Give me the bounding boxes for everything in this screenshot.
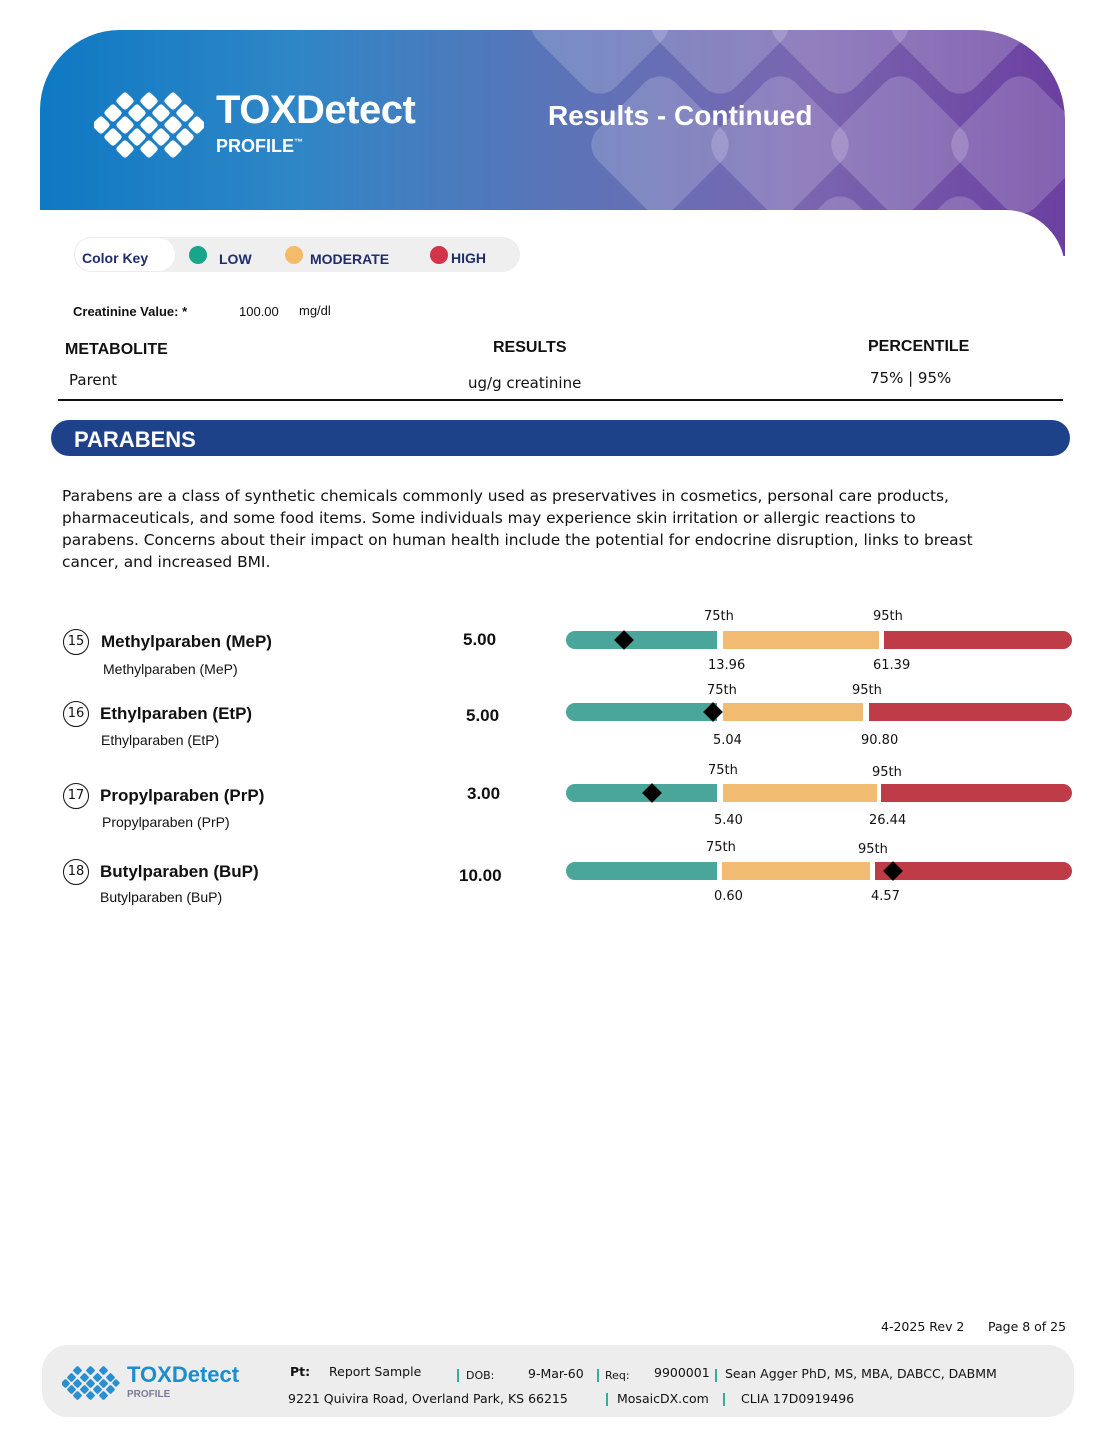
page-number: Page 8 of 25 xyxy=(988,1319,1067,1334)
website-link[interactable]: MosaicDX.com xyxy=(617,1391,709,1406)
req-label: Req: xyxy=(605,1369,630,1382)
p95-label: 95th xyxy=(873,609,903,624)
high-segment xyxy=(884,631,1072,649)
parent-name: Propylparaben (PrP) xyxy=(102,814,230,830)
percentile-bar xyxy=(566,631,1072,649)
creatinine-unit: mg/dl xyxy=(299,303,331,318)
low-label: LOW xyxy=(219,251,252,267)
patient-name: Report Sample xyxy=(329,1364,422,1379)
metabolite-name: Propylparaben (PrP) xyxy=(100,786,265,805)
parent-name: Ethylparaben (EtP) xyxy=(101,732,220,748)
lab-address: 9221 Quivira Road, Overland Park, KS 66215 xyxy=(288,1391,568,1406)
dob-value: 9-Mar-60 xyxy=(528,1366,584,1381)
p95-label: 95th xyxy=(858,842,888,857)
moderate-segment xyxy=(723,631,879,649)
p95-value: 61.39 xyxy=(873,658,911,673)
clia-number: CLIA 17D0919496 xyxy=(741,1391,855,1406)
row-number: 18 xyxy=(63,859,89,885)
p75-value: 0.60 xyxy=(714,889,743,904)
toxdetect-logo-icon xyxy=(94,92,204,158)
brand-title: TOXDetect xyxy=(216,88,416,132)
req-value: 9900001 xyxy=(654,1365,710,1380)
low-segment xyxy=(566,631,717,649)
result-value: 3.00 xyxy=(467,784,501,803)
p75-label: 75th xyxy=(707,683,737,698)
percentile-bar xyxy=(566,784,1072,802)
metabolite-name: Methylparaben (MeP) xyxy=(101,632,272,651)
p95-label: 95th xyxy=(872,765,902,780)
row-number: 16 xyxy=(63,701,89,727)
moderate-segment xyxy=(723,703,863,721)
low-segment xyxy=(566,703,717,721)
section-bar xyxy=(51,420,1070,456)
metabolite-column-subheader: Parent xyxy=(69,371,118,389)
high-segment xyxy=(875,862,1072,880)
toxdetect-footer-logo-icon xyxy=(62,1366,120,1400)
footer-divider xyxy=(606,1393,608,1406)
moderate-segment xyxy=(722,862,870,880)
p95-value: 90.80 xyxy=(861,733,899,748)
section-title: PARABENS xyxy=(74,427,196,452)
moderate-segment xyxy=(723,784,877,802)
p95-value: 26.44 xyxy=(869,813,907,828)
p75-label: 75th xyxy=(708,763,738,778)
high-label: HIGH xyxy=(451,250,486,266)
p75-label: 75th xyxy=(706,840,736,855)
high-segment xyxy=(881,784,1072,802)
metabolite-name: Butylparaben (BuP) xyxy=(100,862,259,881)
p75-value: 5.04 xyxy=(713,733,742,748)
lab-director: Sean Agger PhD, MS, MBA, DABCC, DABMM xyxy=(725,1366,997,1381)
moderate-color-dot xyxy=(285,246,303,264)
result-value: 10.00 xyxy=(459,866,502,885)
footer-brand-subtitle: PROFILE xyxy=(127,1389,171,1400)
footer-divider xyxy=(457,1369,459,1382)
percentile-bar xyxy=(566,703,1072,721)
dob-label: DOB: xyxy=(466,1369,495,1382)
percentile-bar xyxy=(566,862,1072,880)
footer-divider xyxy=(597,1369,599,1382)
p95-value: 4.57 xyxy=(871,889,900,904)
footer-brand: TOXDetect xyxy=(127,1362,240,1387)
page-title: Results - Continued xyxy=(548,100,813,131)
high-color-dot xyxy=(430,246,448,264)
footer-divider xyxy=(715,1369,717,1382)
percentile-column-subheader: 75% | 95% xyxy=(870,369,952,387)
result-value: 5.00 xyxy=(463,630,497,649)
footer-divider xyxy=(723,1393,725,1406)
parent-name: Methylparaben (MeP) xyxy=(103,661,238,677)
color-key-label: Color Key xyxy=(74,237,176,272)
results-column-subheader: ug/g creatinine xyxy=(468,374,582,392)
low-color-dot xyxy=(189,246,207,264)
revision-label: 4-2025 Rev 2 xyxy=(881,1319,965,1334)
result-value: 5.00 xyxy=(466,706,500,725)
row-number: 17 xyxy=(63,783,89,809)
moderate-label: MODERATE xyxy=(310,251,390,267)
row-number: 15 xyxy=(63,629,89,655)
section-description: Parabens are a class of synthetic chemicals commonly used as preservatives in cosmetics, personal care products, pharmaceuticals, and some food items. Some individuals may experience skin irritation or allergic reactions to parabens. Concerns about their impact on human health include the potential for endocrine disruption, links to breast cancer, and increased BMI. xyxy=(62,487,973,571)
brand-subtitle: PROFILE™ xyxy=(216,136,304,156)
metabolite-column-header: METABOLITE xyxy=(65,341,168,358)
creatinine-label: Creatinine Value: * xyxy=(73,304,188,319)
p75-value: 5.40 xyxy=(714,813,743,828)
low-segment xyxy=(566,862,717,880)
creatinine-value: 100.00 xyxy=(239,304,279,319)
p95-label: 95th xyxy=(852,683,882,698)
p75-value: 13.96 xyxy=(708,658,746,673)
p75-label: 75th xyxy=(704,609,734,624)
percentile-column-header: PERCENTILE xyxy=(868,338,970,355)
high-segment xyxy=(869,703,1072,721)
header-divider xyxy=(58,399,1063,401)
metabolite-name: Ethylparaben (EtP) xyxy=(100,704,253,723)
results-column-header: RESULTS xyxy=(493,339,567,356)
patient-label: Pt: xyxy=(290,1364,311,1379)
parent-name: Butylparaben (BuP) xyxy=(100,889,223,905)
